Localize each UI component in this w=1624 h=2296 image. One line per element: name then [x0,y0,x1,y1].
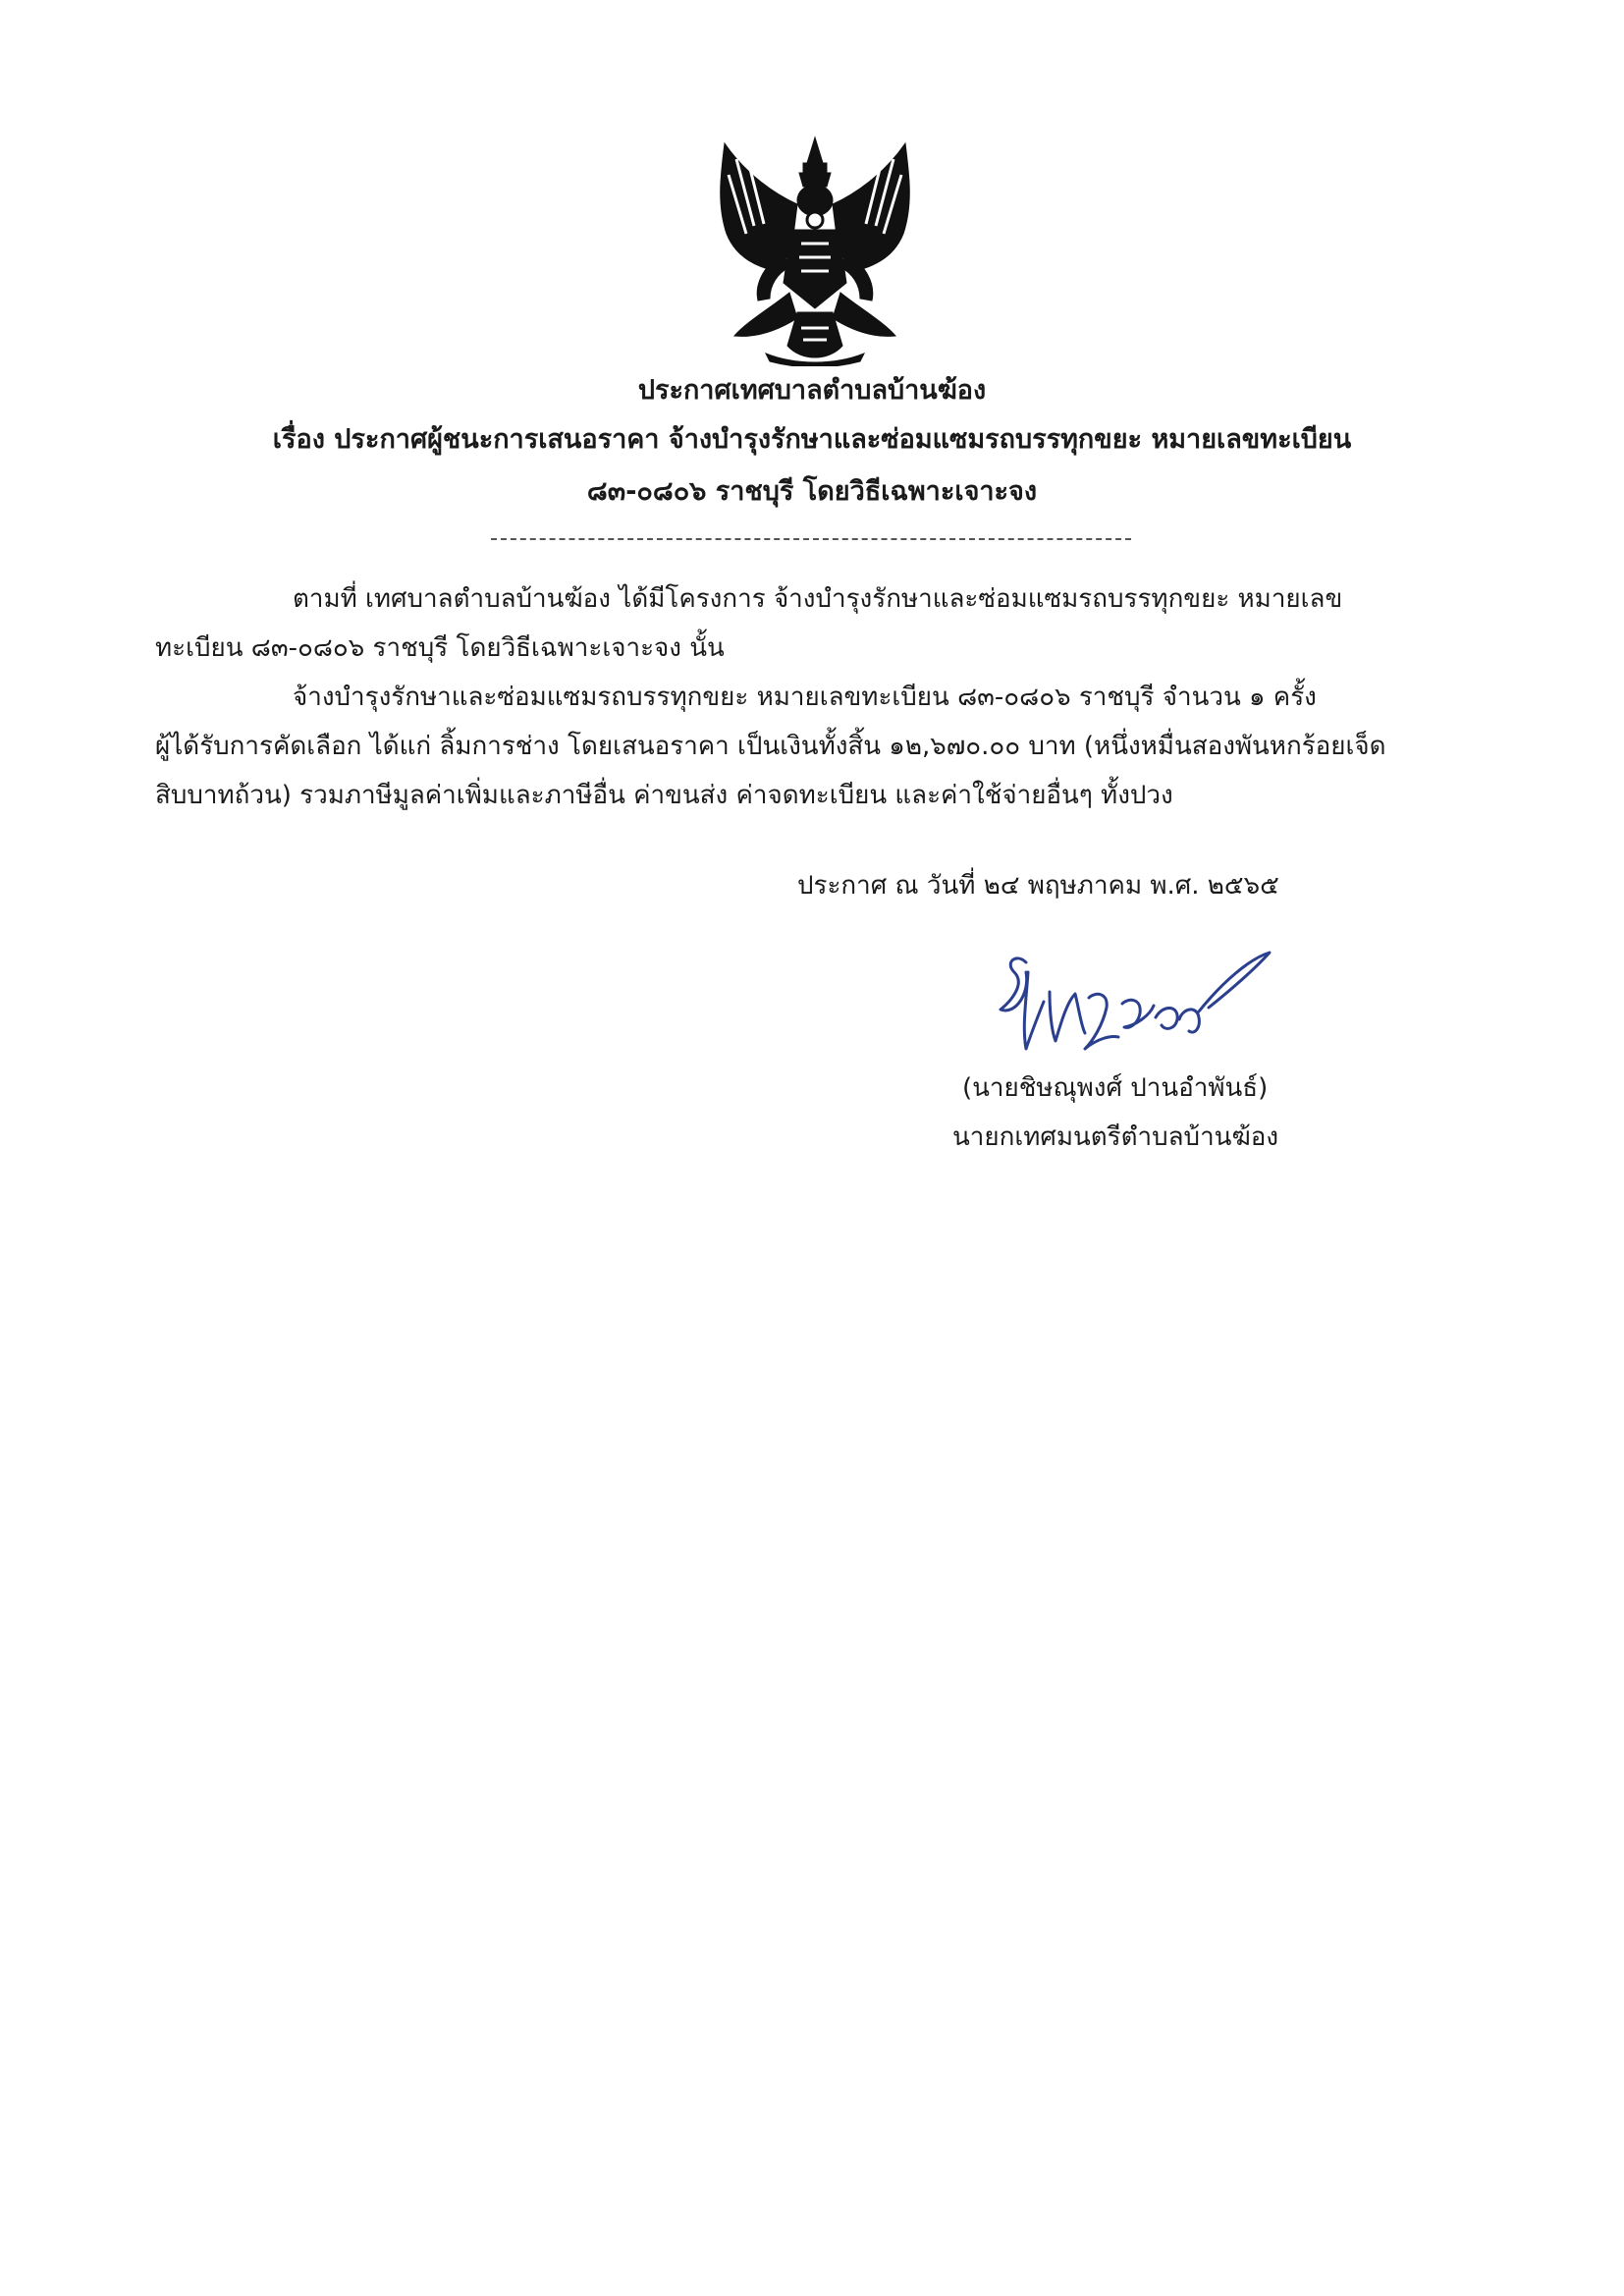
announcement-subject: เรื่อง ประกาศผู้ชนะการเสนอราคา จ้างบำรุงรักษาและซ่อมแซมรถบรรทุกขยะ หมายเลขทะเบียน [272,424,1352,455]
paragraph-intro-line-2: ทะเบียน ๘๓-๐๘๐๖ ราชบุรี โดยวิธีเฉพาะเจาะจง นั้น [155,633,725,663]
separator-line [491,538,1131,540]
paragraph-intro-line-1: ตามที่ เทศบาลตำบลบ้านฆ้อง ได้มีโครงการ จ้างบำรุงรักษาและซ่อมแซมรถบรรทุกขยะ หมายเลข [293,584,1343,614]
paragraph-award-line-1: จ้างบำรุงรักษาและซ่อมแซมรถบรรทุกขยะ หมายเลขทะเบียน ๘๓-๐๘๐๖ ราชบุรี จำนวน ๑ ครั้ง [293,683,1317,712]
garuda-emblem-icon [707,136,923,366]
announcement-subject-continued: ๘๓-๐๘๐๖ ราชบุรี โดยวิธีเฉพาะเจาะจง [586,476,1038,507]
paragraph-intro [155,574,1471,673]
handwritten-signature [987,933,1281,1066]
paragraph-award-line-2: ผู้ได้รับการคัดเลือก ได้แก่ ลิ้มการช่าง โดยเสนอราคา เป็นเงินทั้งสิ้น ๑๒,๖๗๐.๐๐ บาท (หนึ่งหมื่นสองพันหกร้อยเจ็ด [155,732,1386,761]
paragraph-award-line-3: สิบบาทถ้วน) รวมภาษีมูลค่าเพิ่มและภาษีอื่น ค่าขนส่ง ค่าจดทะเบียน และค่าใช้จ่ายอื่นๆ ทั้งปวง [155,781,1173,810]
announcement-date: ประกาศ ณ วันที่ ๒๔ พฤษภาคม พ.ศ. ๒๕๖๕ [797,871,1279,901]
signer-title: นายกเทศมนตรีตำบลบ้านฆ้อง [952,1122,1279,1152]
announcement-title: ประกาศเทศบาลตำบลบ้านฆ้อง [637,375,987,406]
signer-name: (นายชิษณุพงศ์ ปานอำพันธ์) [962,1073,1269,1103]
paragraph-award [155,673,1471,820]
